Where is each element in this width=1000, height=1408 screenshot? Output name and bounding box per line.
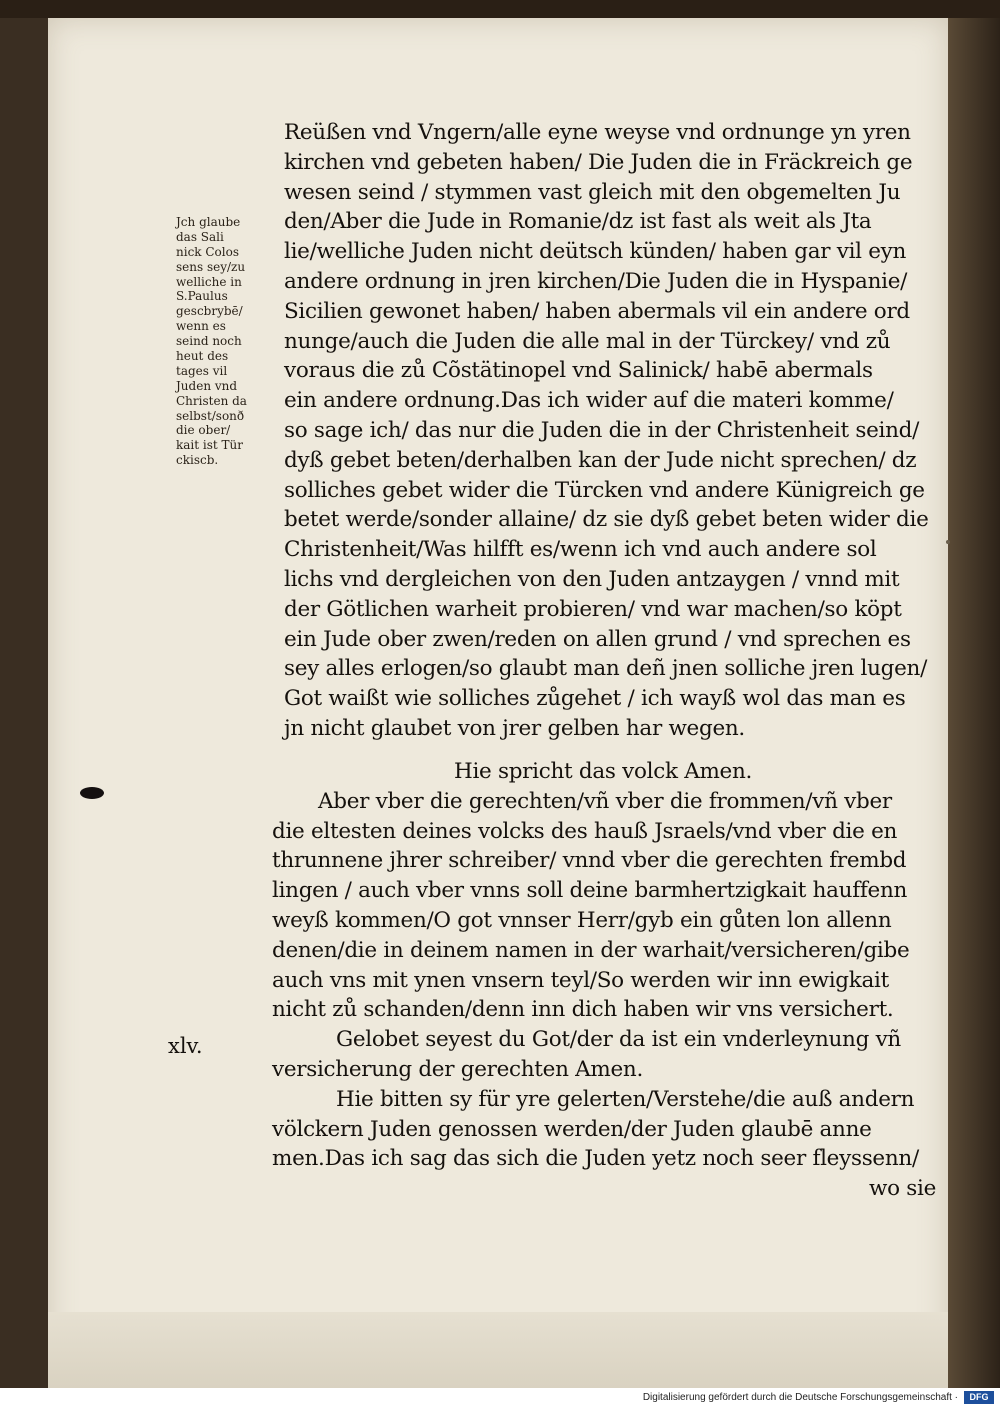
marginal-line: Jch glaube xyxy=(176,215,241,229)
text-line: so sage ich/ das nur die Juden die in der Christenheit seind/ xyxy=(284,417,920,443)
text-line: lichs vnd dergleichen von den Juden antzaygen / vnnd mit xyxy=(284,566,900,592)
marginal-line: kait ist Tür xyxy=(176,438,244,453)
scan-right-border xyxy=(948,18,1000,1388)
text-line: Sicilien gewonet haben/ haben abermals vil ein andere ord xyxy=(284,298,910,324)
catchword: wo sie xyxy=(868,1176,936,1202)
text-line: betet werde/sonder allaine/ dz sie dyß gebet beten wider die xyxy=(284,507,929,533)
text-line: ein Jude ober zwen/reden on allen grund / vnd sprechen es xyxy=(284,626,911,652)
folio-number: xlv. xyxy=(168,1034,203,1058)
dfg-logo: DFG xyxy=(964,1391,994,1404)
marginal-line: seind noch xyxy=(176,334,242,349)
marginal-line: das Sali xyxy=(176,229,224,244)
text-line: ein andere ordnung.Das ich wider auf die materi komme/ xyxy=(284,388,894,414)
text-line: auch vns mit ynen vnsern teyl/So werden wir inn ewigkait xyxy=(272,967,889,993)
amen-heading: Hie spricht das volck Amen. xyxy=(454,759,753,784)
ink-blot xyxy=(80,787,104,799)
marginal-line: gescbrybē/ xyxy=(176,304,243,319)
text-line: kirchen vnd gebeten haben/ Die Juden die in Fräckreich ge xyxy=(284,149,913,175)
footer-bar xyxy=(0,1388,1000,1408)
text-line: denen/die in deinem namen in der warhait/versicheren/gibe xyxy=(272,937,910,963)
text-line: Gelobet seyest du Got/der da ist ein vnderleynung vñ xyxy=(336,1027,901,1053)
marginal-note xyxy=(176,215,280,468)
marginal-line: Juden vnd xyxy=(176,378,238,393)
text-line: lingen / auch vber vnns soll deine barmhertzigkait hauffenn xyxy=(272,878,908,904)
funding-credit: Digitalisierung gefördert durch die Deutsche Forschungsgemeinschaft · xyxy=(642,1392,958,1403)
text-line: die eltesten deines volcks des hauß Jsraels/vnd vber die en xyxy=(272,818,898,844)
marginal-line: heut des xyxy=(176,349,229,364)
marginal-line: nick Colos xyxy=(176,244,239,259)
text-line: Christenheit/Was hilfft es/wenn ich vnd auch andere sol xyxy=(284,537,877,563)
scan-top-border xyxy=(0,0,1000,18)
text-line: wesen seind / stymmen vast gleich mit den obgemelten Ju xyxy=(284,179,901,205)
text-line: voraus die zů Cõstätinopel vnd Salinick/ habē abermals xyxy=(284,358,873,384)
text-line: Reüßen vnd Vngern/alle eyne weyse vnd ordnunge yn yren xyxy=(284,120,911,145)
text-line: lie/welliche Juden nicht deütsch künden/ haben gar vil eyn xyxy=(284,239,907,265)
text-line: nunge/auch die Juden die alle mal in der Türckey/ vnd zů xyxy=(284,328,891,354)
text-line: solliches gebet wider die Türcken vnd andere Künigreich ge xyxy=(284,477,925,503)
marginal-line: die ober/ xyxy=(176,423,231,438)
marginal-line: sens sey/zu xyxy=(176,259,246,274)
marginal-line: tages vil xyxy=(176,363,228,378)
text-line: Aber vber die gerechten/vñ vber die frommen/vñ vber xyxy=(318,788,892,814)
text-line: sey alles erlogen/so glaubt man deñ jnen solliche jren lugen/ xyxy=(284,656,928,682)
text-line: Got waißt wie solliches zůgehet / ich wayß wol das man es xyxy=(284,686,906,712)
text-line: den/Aber die Jude in Romanie/dz ist fast als weit als Jta xyxy=(284,209,872,235)
text-line: dyß gebet beten/derhalben kan der Jude nicht sprechen/ dz xyxy=(284,447,917,473)
text-line: men.Das ich sag das sich die Juden yetz noch seer fleyssenn/ xyxy=(272,1146,919,1172)
marginal-line: welliche in xyxy=(176,274,242,289)
marginal-line: Christen da xyxy=(176,393,247,408)
page-bottom-edge xyxy=(48,1312,948,1388)
main-text-block xyxy=(284,118,948,744)
marginal-line: wenn es xyxy=(176,319,226,334)
text-line: versicherung der gerechten Amen. xyxy=(272,1056,643,1082)
marginal-line: S.Paulus xyxy=(176,289,228,304)
text-line: andere ordnung in jren kirchen/Die Juden die in Hyspanie/ xyxy=(284,268,908,294)
marginal-line: selbst/sonð xyxy=(176,408,245,423)
text-line: thrunnene jhrer schreiber/ vnnd vber die gerechten frembd xyxy=(272,848,907,874)
marginal-line: ckiscb. xyxy=(176,453,219,468)
text-line: Hie bitten sy für yre gelerten/Verstehe/die auß andern xyxy=(336,1086,915,1112)
text-line: weyß kommen/O got vnnser Herr/gyb ein gůten lon allenn xyxy=(272,907,892,933)
text-line: der Götlichen warheit probieren/ vnd war machen/so köpt xyxy=(284,596,902,622)
second-text-block xyxy=(272,757,952,1204)
text-line: nicht zů schanden/denn inn dich haben wir vns versichert. xyxy=(272,997,894,1023)
text-line: völckern Juden genossen werden/der Juden glaubē anne xyxy=(272,1116,872,1142)
text-line: jn nicht glaubet von jrer gelben har wegen. xyxy=(284,715,745,741)
